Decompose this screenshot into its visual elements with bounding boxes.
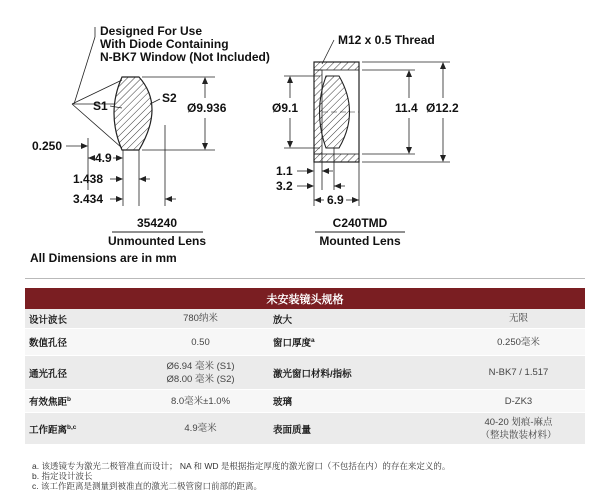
spec-label: 数值孔径: [25, 329, 132, 356]
spec-label-cell: [269, 329, 452, 356]
footnote-a: a. 该透镜专为激光二极管准直而设计； NA 和 WD 是根据指定厚度的激光窗口（不包括在内）的存在来定义的。: [32, 461, 451, 471]
specs-table-wrap: [25, 288, 585, 445]
part-354240: 354240: [136, 216, 178, 230]
footnote-c: c. 该工作距离是测量到被准直的激光二极管窗口前部的距离。: [32, 481, 262, 491]
spec-value: 无限: [452, 309, 585, 329]
spec-label: 玻璃: [269, 390, 452, 413]
part-c240tmd: C240TMD: [332, 216, 388, 230]
table-row: [25, 356, 585, 390]
spec-label: 设计波长: [25, 309, 132, 329]
spec-label: 激光窗口材料/指标: [269, 356, 452, 390]
dim-32-label: 3.2: [276, 179, 293, 193]
table-row: [25, 413, 585, 445]
callout-line-1: Designed For Use: [100, 24, 203, 38]
table-row: [25, 390, 585, 413]
spec-label-cell: [25, 413, 132, 445]
footnote-mark: b,c: [67, 423, 77, 431]
dimensions-note: All Dimensions are in mm: [30, 251, 177, 265]
dim-0250-label: 0.250: [32, 139, 63, 153]
callout-line-3: N-BK7 Window (Not Included): [100, 50, 270, 64]
spec-value: Ø6.94 毫米 (S1): [166, 360, 235, 372]
spec-value: Ø8.00 毫米 (S2): [166, 373, 235, 385]
caption-unmounted-lens: Unmounted Lens: [108, 234, 206, 248]
dim-11-label: 1.1: [276, 164, 293, 178]
spec-value-cell: [132, 356, 269, 390]
spec-label: 窗口厚度: [273, 338, 312, 349]
dim-1438-label: 1.438: [73, 172, 104, 186]
thread-label: M12 x 0.5 Thread: [338, 33, 435, 47]
table-title: 未安装镜头规格: [25, 288, 585, 309]
spec-label: 表面质量: [269, 413, 452, 445]
footnote-mark: a: [311, 336, 315, 344]
footnote-mark: b: [67, 395, 71, 403]
s2-label: S2: [162, 91, 177, 105]
dim-3434-label: 3.434: [73, 192, 104, 206]
dim-114-label: 11.4: [395, 101, 418, 115]
spec-value: N-BK7 / 1.517: [452, 356, 585, 390]
dia-9936-label: Ø9.936: [187, 101, 227, 115]
spec-value: D-ZK3: [452, 390, 585, 413]
dia-91-label: Ø9.1: [272, 101, 299, 115]
spec-value: 40-20 划痕-麻点: [484, 416, 553, 428]
dim-49-label: 4.9: [95, 151, 112, 165]
spec-label: 工作距离: [29, 424, 68, 436]
spec-label-cell: [25, 390, 132, 413]
footnote-b: b. 指定设计波长: [32, 471, 93, 481]
divider: [25, 278, 585, 279]
spec-label: 有效焦距: [29, 397, 68, 408]
spec-value: 780纳米: [132, 309, 269, 329]
spec-label: 放大: [269, 309, 452, 329]
spec-value: 4.9毫米: [132, 413, 269, 445]
table-row: [25, 309, 585, 329]
footnotes: [32, 461, 592, 491]
unmounted-lens-body: [114, 77, 152, 150]
dim-69-label: 6.9: [327, 193, 344, 207]
spec-label: 通光孔径: [25, 356, 132, 390]
unmounted-lens-drawing: [32, 24, 270, 248]
caption-mounted-lens: Mounted Lens: [319, 234, 401, 248]
spec-value-cell: [452, 413, 585, 445]
table-row: [25, 329, 585, 356]
spec-value: 0.250毫米: [452, 329, 585, 356]
specs-table: [25, 288, 585, 445]
spec-value: 0.50: [132, 329, 269, 356]
spec-value: 8.0毫米±1.0%: [132, 390, 269, 413]
spec-value: （整块散装材料）: [480, 429, 557, 441]
s1-label: S1: [93, 99, 108, 113]
mounted-lens-drawing: [272, 33, 459, 248]
callout-line-2: With Diode Containing: [100, 37, 229, 51]
dia-122-label: Ø12.2: [426, 101, 459, 115]
